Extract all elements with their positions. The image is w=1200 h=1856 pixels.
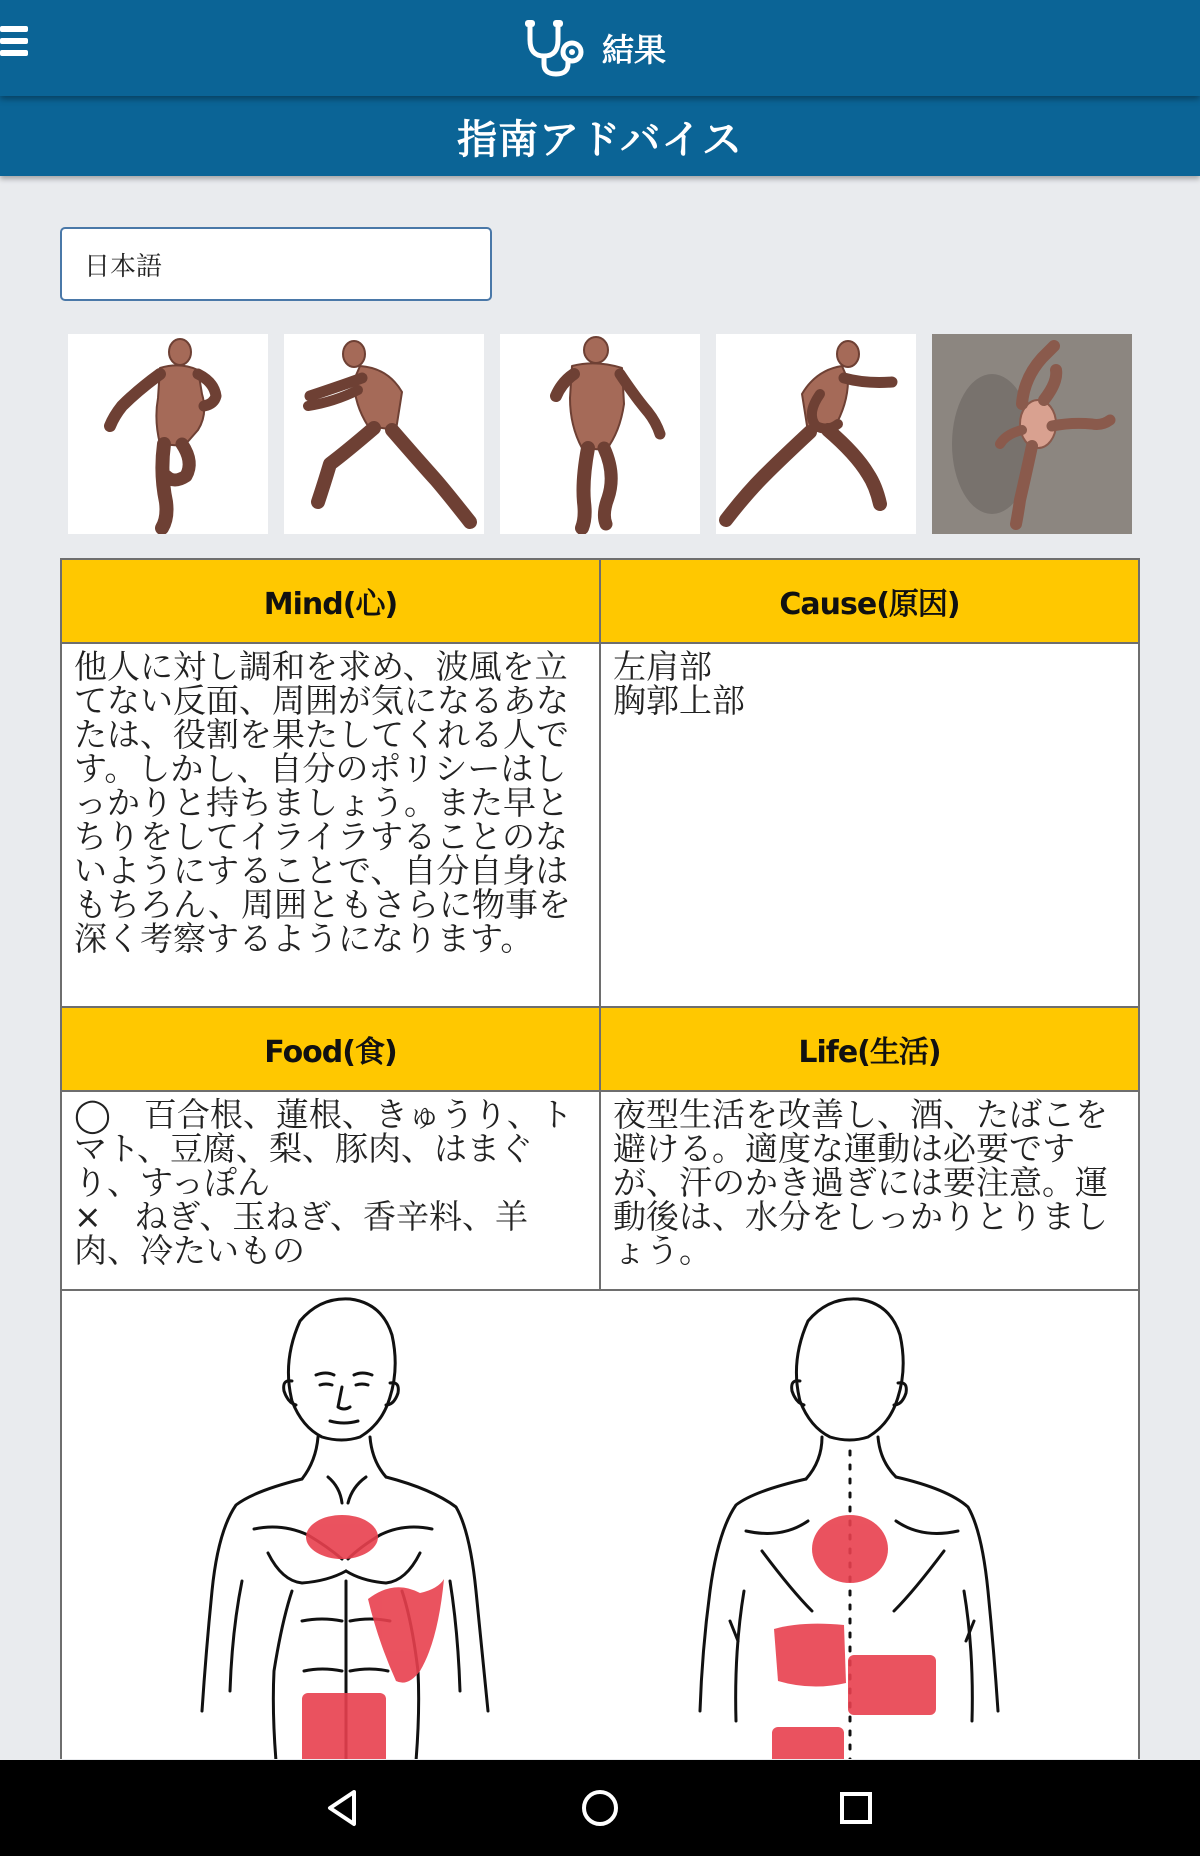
- recents-icon[interactable]: [826, 1778, 886, 1838]
- pose-thumbnails: [68, 334, 1132, 534]
- language-select[interactable]: [60, 227, 492, 301]
- advice-table: [60, 558, 1140, 1292]
- back-icon[interactable]: [314, 1778, 374, 1838]
- pose-thumbnail-1[interactable]: [68, 334, 268, 534]
- mind-text: 他人に対し調和を求め、波風を立てない反面、周囲が気になるあなたは、役割を果たしてくれる人です。しかし、自分のポリシーはしっかりと持ちましょう。また早とちりをしてイライラすることのないようにすることで、自分自身はもちろん、周囲ともさらに物事を深く考察するようになります。: [61, 643, 600, 1007]
- pose-figure-image: [716, 334, 916, 534]
- body-diagram-panel: [60, 1289, 1140, 1759]
- sub-header: [0, 96, 1200, 176]
- cause-text: 左肩部 胸郭上部: [600, 643, 1139, 1007]
- food-text: ◯ 百合根、蓮根、きゅうり、トマト、豆腐、梨、豚肉、はまぐり、すっぽん × ねぎ、玉ねぎ、香辛料、羊肉、冷たいもの: [61, 1091, 600, 1291]
- pose-figure-image: [932, 334, 1132, 534]
- life-text: 夜型生活を改善し、酒、たばこを避ける。適度な運動は必要ですが、汗のかき過ぎには要注意。運動後は、水分をしっかりとりましょう。: [600, 1091, 1139, 1291]
- header-title: 結果: [602, 31, 667, 69]
- pose-thumbnail-5-selected[interactable]: [932, 334, 1132, 534]
- language-select-value: 日本語: [84, 251, 163, 282]
- system-navigation-bar: [0, 1760, 1200, 1856]
- app-bar: [0, 0, 1200, 96]
- body-front-diagram: [132, 1291, 532, 1759]
- home-icon[interactable]: [570, 1778, 630, 1838]
- life-heading: Life(生活): [600, 1007, 1139, 1091]
- food-heading: Food(食): [61, 1007, 600, 1091]
- body-back-diagram: [682, 1291, 1082, 1759]
- pose-figure-image: [284, 334, 484, 534]
- pose-thumbnail-3[interactable]: [500, 334, 700, 534]
- pose-figure-image: [500, 334, 700, 534]
- pose-figure-image: [68, 334, 268, 534]
- cause-heading: Cause(原因): [600, 559, 1139, 643]
- pose-thumbnail-2[interactable]: [284, 334, 484, 534]
- pose-thumbnail-4[interactable]: [716, 334, 916, 534]
- stethoscope-icon: [520, 18, 594, 78]
- mind-heading: Mind(心): [61, 559, 600, 643]
- hamburger-menu-icon[interactable]: [0, 24, 32, 64]
- app-title: [520, 18, 666, 78]
- page-title: 指南アドバイス: [457, 116, 743, 163]
